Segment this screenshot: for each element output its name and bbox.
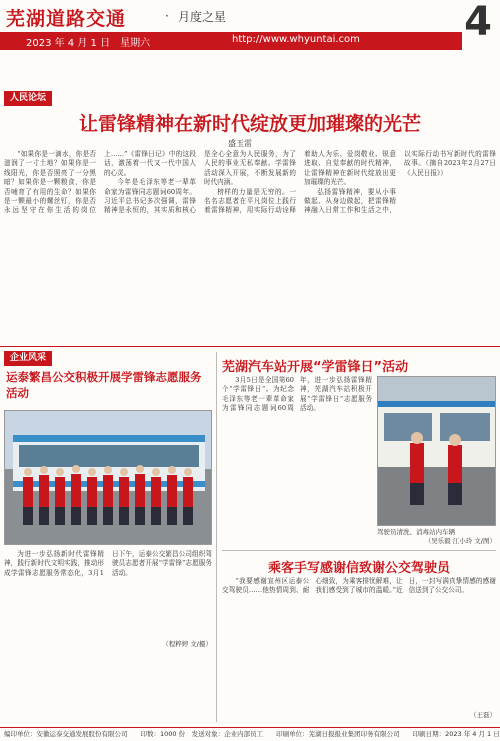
section-name: 月度之星 <box>178 10 227 24</box>
paragraph: 为进一步弘扬新时代雷锋精神，践行新时代文明实践，推动形成学雷锋志愿服务常态化，3月1日下午，运泰公交繁昌公司组织驾驶员志愿者开展“学雷锋”志愿服务活动。 <box>4 550 212 577</box>
article3-photo-caption: 驾驶员清洗、消毒站内车辆 <box>377 528 455 536</box>
paragraph: 3月5日是全国第60个“学雷锋日”。为纪念毛泽东等老一辈革命家为雷锋同志题词60周年，进一步弘扬雷锋精神，芜湖汽车站积极开展“学雷锋日”志愿服务活动。 <box>222 376 372 413</box>
column-divider <box>216 352 217 722</box>
bus-volunteers-image <box>5 411 212 545</box>
article-divider <box>222 550 496 551</box>
section-divider <box>0 346 500 347</box>
bus-cleaning-image <box>378 377 496 526</box>
issue-date: 2023 年 4 月 1 日 星期六 <box>26 38 151 49</box>
article3-body <box>222 376 372 526</box>
article2-author: （程粹婷 文/摄） <box>162 640 212 648</box>
article2-headline: 运泰繁昌公交积极开展学雷锋志愿服务活动 <box>6 370 202 400</box>
article1-body <box>4 150 496 342</box>
article4-author: （王磊） <box>470 711 496 719</box>
masthead-separator: · <box>165 9 169 23</box>
article1-headline: 让雷锋精神在新时代绽放更加璀璨的光芒 <box>78 113 421 135</box>
paragraph: 弘扬雷锋精神，要从小事做起、从身边做起，把雷锋精神融入日常工作和生活之中，以实际行动书写新时代的雷锋故事。（摘自2023年2月27日《人民日报》） <box>304 150 496 215</box>
print-info-footer: 编印单位：安徽运泰交通发展股份有限公司 印数：1000 份 发送对象：企业内部员工 印刷单位：芜湖日报报业集团印务有限公司 印刷日期：2023 年 4 月 1 日 <box>0 727 500 741</box>
paragraph: “如果你是一滴水，你是否滋润了一寸土地？如果你是一线阳光，你是否照亮了一分黑暗？如果你是一颗粮食，你是否哺育了有用的生命？如果你是一颗最小的螺丝钉，你是否永远坚守在你生活的岗位上……”《雷锋日记》中的这段话，激荡着一代又一代中国人的心灵。 <box>4 150 196 215</box>
article1-byline: 盛玉雷 <box>228 139 252 148</box>
paragraph: 榜样的力量是无穷的。一名名志愿者在平凡岗位上践行着雷锋精神，用实际行动诠释着助人为乐、爱岗敬业、锐意进取、自觉奉献的时代精神，让雷锋精神在新时代绽放出更加璀璨的光芒。 <box>204 150 396 215</box>
website-link[interactable]: http://www.whyuntai.com <box>232 34 360 45</box>
bus-cleaning-photo <box>377 376 496 526</box>
column-tag-enterprise: 企业风采 <box>4 351 52 366</box>
masthead <box>0 0 500 52</box>
article4-headline: 乘客手写感谢信致谢公交驾驶员 <box>267 561 450 576</box>
article3-headline: 芜湖汽车站开展“学雷锋日”活动 <box>222 360 409 375</box>
column-tag-people-forum: 人民论坛 <box>4 91 52 106</box>
newspaper-title: 芜湖道路交通 <box>6 8 127 30</box>
article3-author: （吴乐毅 江小玲 文/图） <box>424 537 496 545</box>
paragraph: 今年是毛泽东等老一辈革命家为雷锋同志题词60周年。习近平总书记多次强调，雷锋精神是永恒的，其实质和核心是全心全意为人民服务，为了人民的事业无私奉献。学雷锋活动深入开展，不断发展新的时代内涵。 <box>104 150 296 215</box>
article2-body <box>4 550 212 640</box>
paragraph: “我要感谢宣州区运泰公交驾驶员……他热情周到、耐心细致，为乘客排忧解难，让我们感受到了城市的温暖。”近日，一封写满真挚情感的感谢信送到了公交公司。 <box>222 577 496 595</box>
page-number: 4 <box>464 0 492 45</box>
volunteer-group-photo <box>4 410 212 545</box>
article4-body <box>222 577 496 709</box>
